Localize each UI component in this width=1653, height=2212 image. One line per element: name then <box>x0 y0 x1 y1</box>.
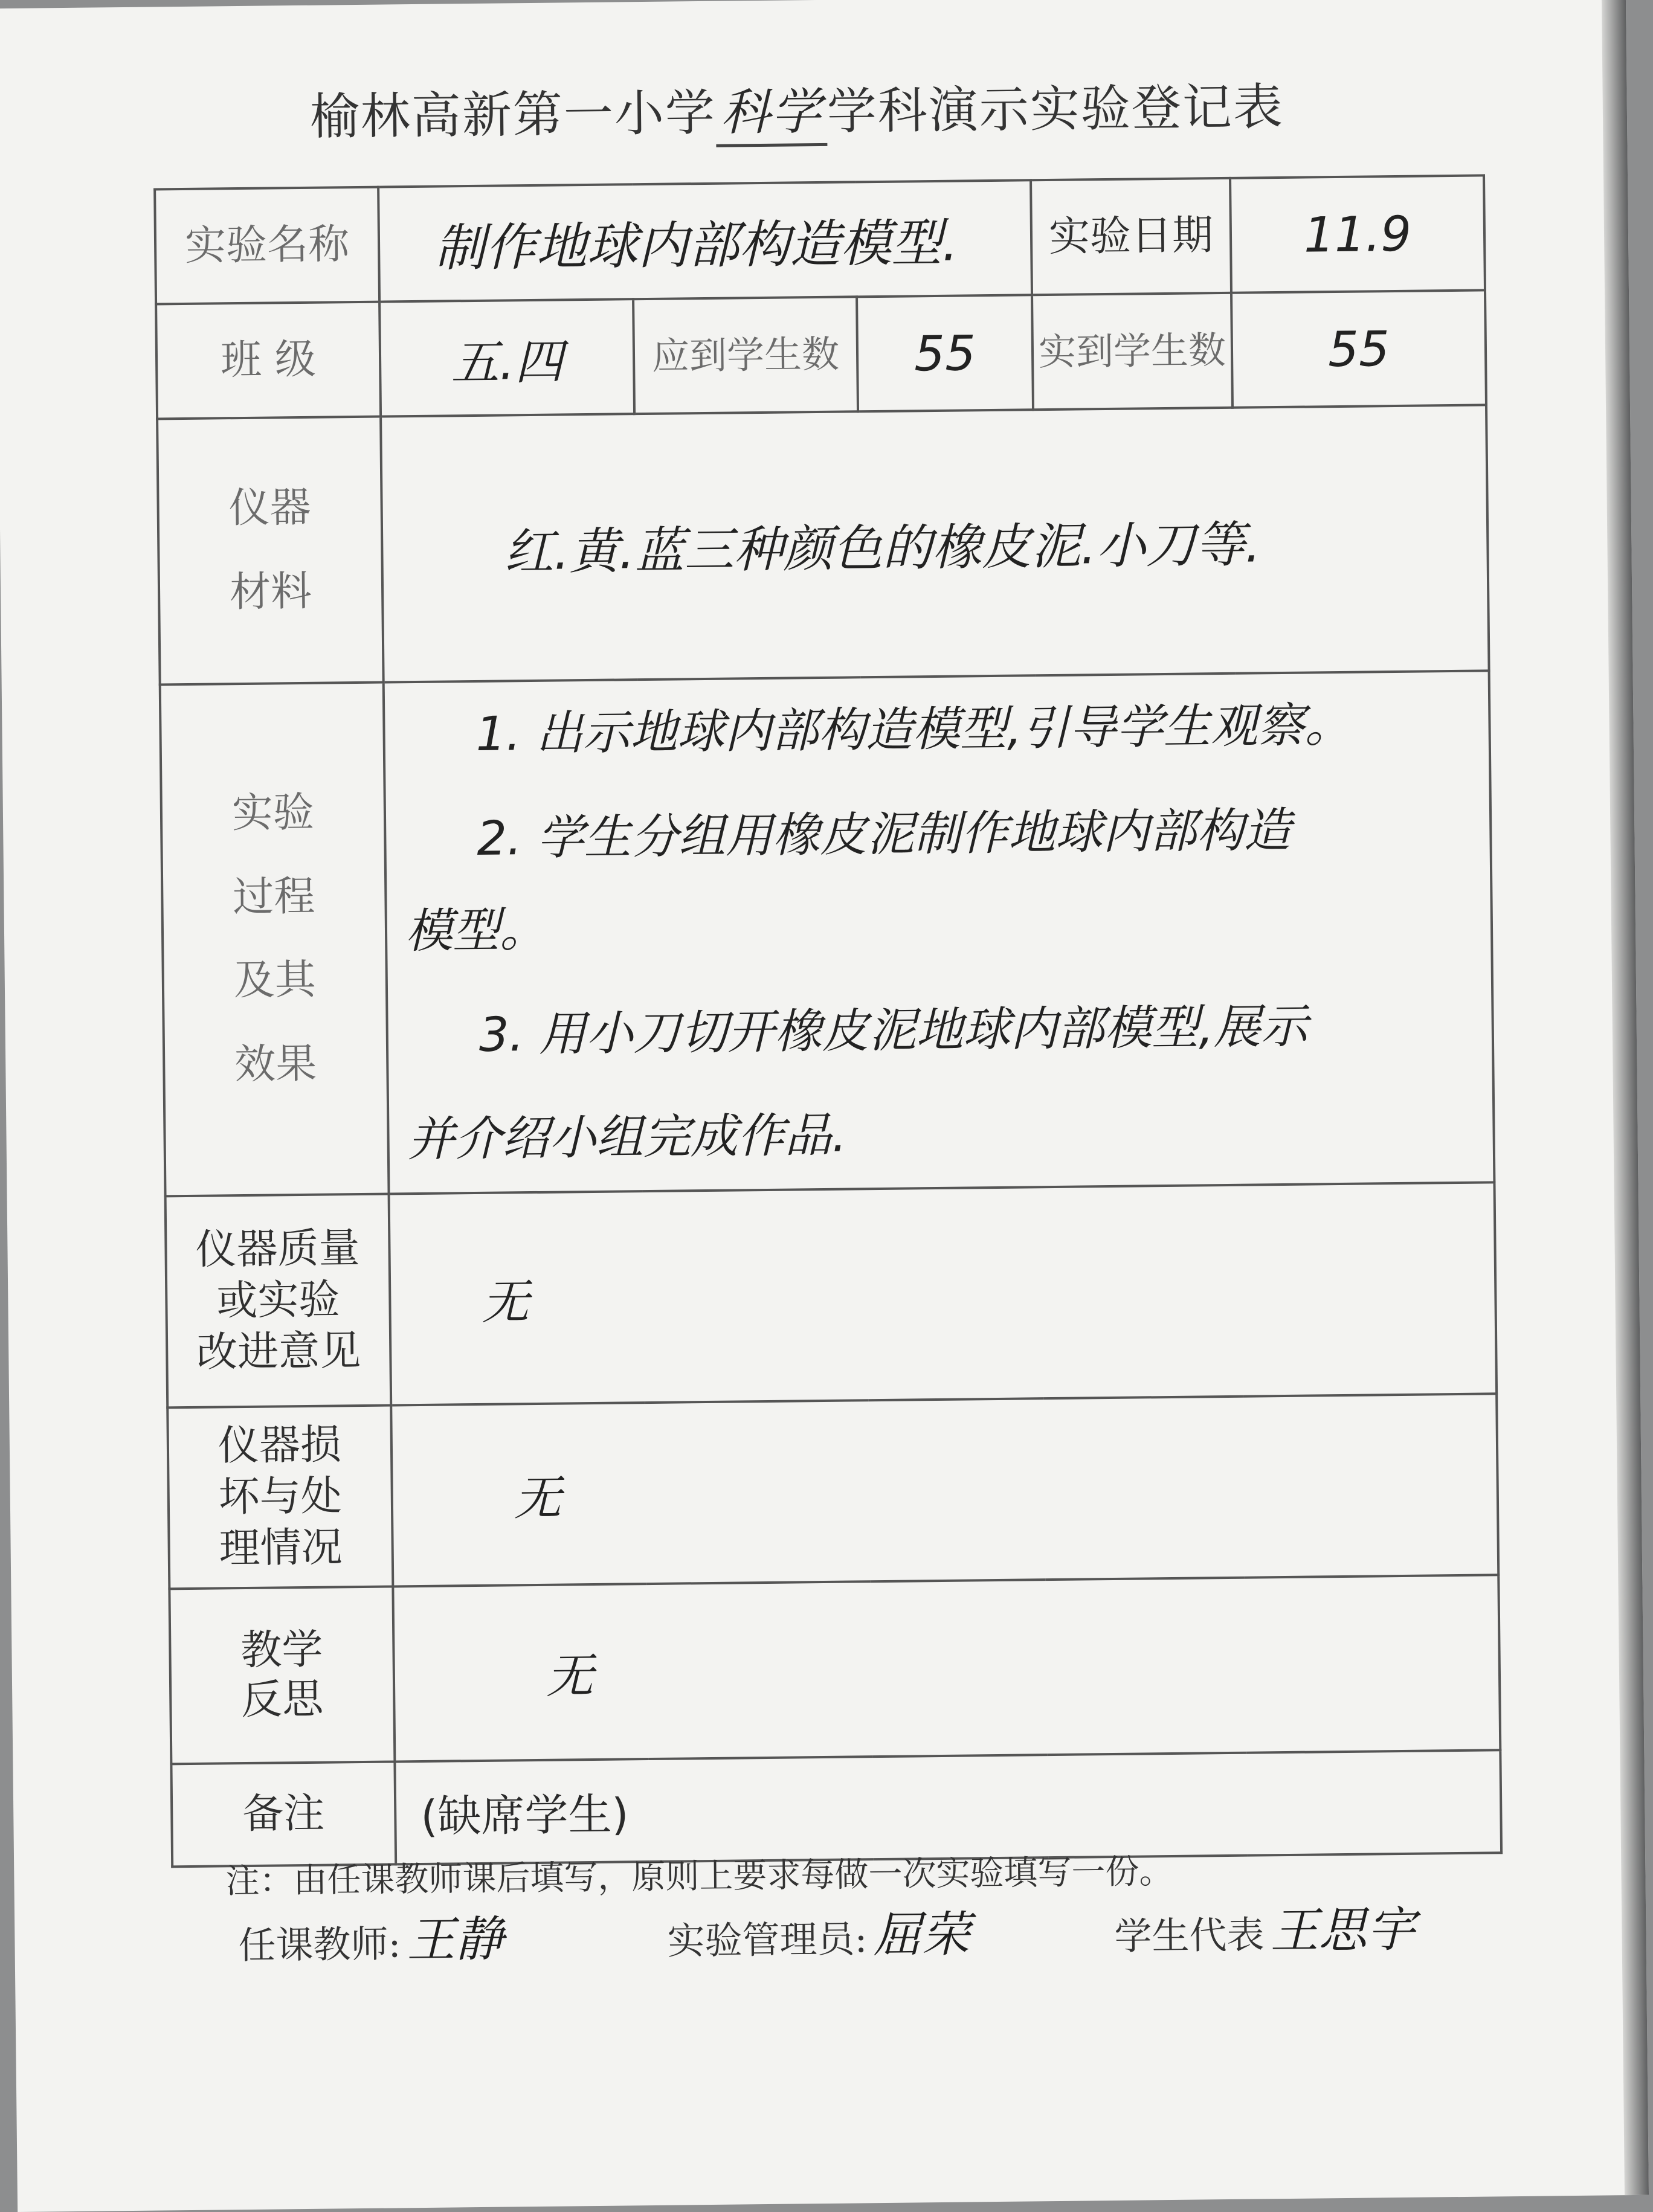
materials-label-line2: 材料 <box>229 567 312 617</box>
quality-label-line3: 改进意见 <box>196 1327 361 1377</box>
experiment-date-value: 11.9 <box>1230 175 1485 292</box>
student-name: 王思宇 <box>1269 1901 1416 1960</box>
remarks-label: 备注 <box>171 1761 396 1866</box>
title-subject: 科学 <box>715 72 827 147</box>
actual-students-label: 实到学生数 <box>1032 293 1232 410</box>
experiment-register-table <box>153 174 1503 1868</box>
damage-label-line1: 仪器损 <box>218 1421 342 1470</box>
damage-label-line2: 坏与处 <box>218 1472 343 1522</box>
process-label <box>160 683 389 1197</box>
experiment-name-label: 实验名称 <box>155 187 379 304</box>
row-materials <box>157 405 1489 684</box>
experiment-date-label: 实验日期 <box>1031 178 1231 295</box>
quality-label-line1: 仪器质量 <box>195 1224 360 1275</box>
teacher-label: 任课教师: <box>238 1921 401 1968</box>
remarks-value: (缺席学生) <box>395 1750 1501 1864</box>
admin-label: 实验管理员: <box>667 1917 868 1963</box>
row-damage <box>167 1394 1498 1589</box>
page-edge-shadow <box>1602 0 1649 2195</box>
row-quality <box>166 1182 1497 1407</box>
row-reflection <box>169 1575 1500 1764</box>
process-label-line1: 实验 <box>231 789 315 838</box>
materials-value: 红.黄.蓝三种颜色的橡皮泥.小刀等. <box>381 405 1489 682</box>
student-label: 学生代表 <box>1114 1912 1265 1959</box>
reflection-label-line1: 教学 <box>240 1626 323 1675</box>
row-process <box>160 670 1495 1196</box>
teacher-signature <box>238 1900 504 1973</box>
expected-students-value: 55 <box>857 295 1033 411</box>
process-line-5: 并介绍小组完成作品. <box>407 1108 847 1168</box>
class-value: 五.四 <box>379 299 634 416</box>
quality-label-line2: 或实验 <box>216 1276 340 1325</box>
row-class-students <box>156 290 1486 419</box>
process-value <box>384 670 1495 1194</box>
damage-label-line3: 理情况 <box>219 1523 343 1573</box>
process-label-line3: 及其 <box>233 956 317 1005</box>
materials-label <box>157 417 384 685</box>
title-suffix: 学科演示实验登记表 <box>826 78 1284 141</box>
reflection-label <box>169 1586 395 1764</box>
footnote: 注：由任课教师课后填写，原则上要求每做一次实验填写一份。 <box>225 1851 1173 1902</box>
teacher-name: 王静 <box>406 1911 504 1969</box>
title-prefix: 榆林高新第一小学 <box>309 84 717 146</box>
quality-label <box>166 1194 392 1407</box>
admin-signature <box>667 1895 970 1968</box>
materials-label-line1: 仪器 <box>228 484 312 533</box>
process-line-4: 3. 用小刀切开橡皮泥地球内部模型,展示 <box>478 999 1309 1063</box>
admin-name: 屈荣 <box>872 1906 970 1964</box>
process-line-2: 2. 学生分组用橡皮泥制作地球内部构造 <box>476 803 1292 866</box>
damage-value: 无 <box>391 1394 1498 1586</box>
row-name-date <box>155 175 1485 304</box>
process-line-1: 1. 出示地球内部构造模型,引导学生观察。 <box>475 698 1353 762</box>
quality-value: 无 <box>389 1182 1497 1405</box>
damage-label <box>167 1405 393 1589</box>
form-title <box>309 67 1337 156</box>
process-label-line2: 过程 <box>232 872 315 922</box>
process-line-3: 模型。 <box>405 902 547 959</box>
experiment-name-value: 制作地球内部构造模型. <box>378 180 1032 301</box>
student-signature <box>1114 1891 1416 1963</box>
reflection-value: 无 <box>393 1575 1500 1761</box>
signature-row <box>238 1890 1447 1975</box>
class-label: 班 级 <box>156 302 381 419</box>
reflection-label-line2: 反思 <box>240 1675 324 1725</box>
process-label-line4: 效果 <box>234 1040 317 1089</box>
expected-students-label: 应到学生数 <box>633 297 858 414</box>
actual-students-value: 55 <box>1231 290 1486 407</box>
